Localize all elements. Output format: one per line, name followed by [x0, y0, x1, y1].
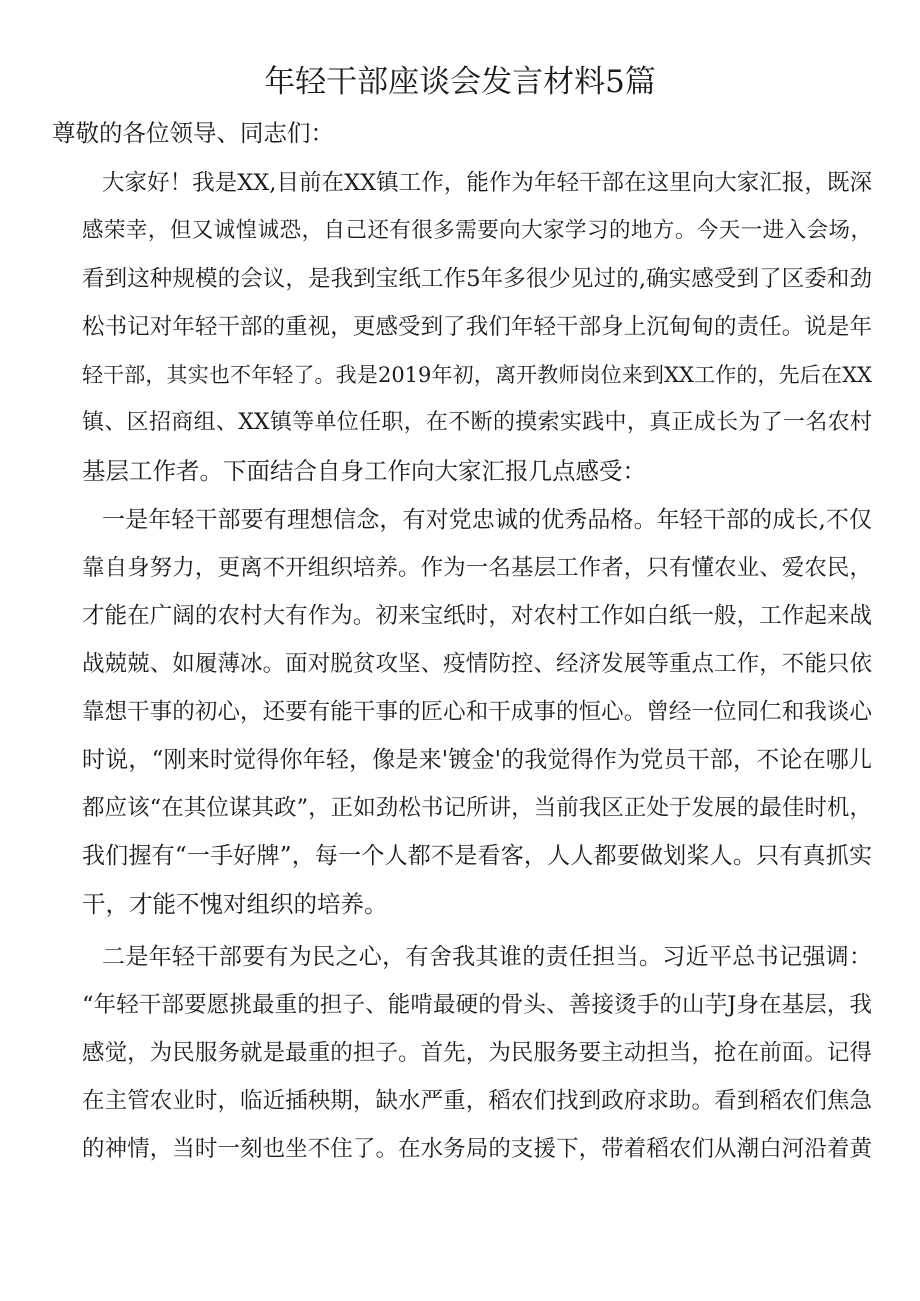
- paragraph-2-line-8: 我们握有“一手好牌”，每一个人都不是看客，人人都要做划桨人。只有真抓实: [82, 843, 872, 869]
- paragraph-2-line-6: 时说，“刚来时觉得你年轻，像是来'镀金'的我觉得作为党员干部，不论在哪儿: [82, 747, 872, 773]
- paragraph-2-line-9: 干，才能不愧对组织的培养。: [82, 890, 388, 918]
- paragraph-1-line-2: 感荣幸，但又诚惶诚恐，自己还有很多需要向大家学习的地方。今天一进入会场，: [82, 218, 872, 243]
- paragraph-2-line-1: 一是年轻干部要有理想信念，有对党忠诚的优秀品格。年轻干部的成长,不仅: [102, 507, 872, 533]
- paragraph-2-line-4: 战兢兢、如履薄冰。面对脱贫攻坚、疫情防控、经济发展等重点工作，不能只依: [82, 651, 872, 677]
- paragraph-3-line-1: 二是年轻干部要有为民之心，有舍我其谁的责任担当。习近平总书记强调：: [102, 944, 872, 970]
- paragraph-1-line-7: 基层工作者。下面结合自身工作向大家汇报几点感受：: [82, 457, 646, 485]
- paragraph-2-line-7: 都应该“在其位谋其政”，正如劲松书记所讲，当前我区正处于发展的最佳时机，: [82, 795, 872, 821]
- paragraph-2-line-2: 靠自身努力，更离不开组织培养。作为一名基层工作者，只有懂农业、爱农民，: [82, 555, 872, 581]
- paragraph-3-line-2: “年轻干部要愿挑最重的担子、能啃最硬的骨头、善接烫手的山芋J身在基层，我: [82, 992, 872, 1018]
- paragraph-1-line-1: 大家好！我是XX,目前在XX镇工作，能作为年轻干部在这里向大家汇报，既深: [102, 170, 872, 196]
- document-title: 年轻干部座谈会发言材料5篇: [264, 64, 656, 100]
- paragraph-1-line-5: 轻干部，其实也不年轻了。我是2019年初，离开教师岗位来到XX工作的，先后在XX: [82, 363, 872, 387]
- salutation: 尊敬的各位领导、同志们：: [52, 119, 334, 147]
- paragraph-2-line-3: 才能在广阔的农村大有作为。初来宝纸时，对农村工作如白纸一般，工作起来战: [82, 603, 872, 629]
- paragraph-1-line-6: 镇、区招商组、XX镇等单位任职，在不断的摸索实践中，真正成长为了一名农村: [82, 410, 872, 435]
- paragraph-3-line-4: 在主管农业时，临近插秧期，缺水严重，稻农们找到政府求助。看到稻农们焦急: [82, 1088, 872, 1114]
- paragraph-3-line-5: 的神情，当时一刻也坐不住了。在水务局的支援下，带着稻农们从潮白河沿着黄: [82, 1136, 872, 1162]
- paragraph-1-line-4: 松书记对年轻干部的重视，更感受到了我们年轻干部身上沉甸甸的责任。说是年: [82, 314, 872, 340]
- paragraph-3-line-3: 感觉，为民服务就是最重的担子。首先，为民服务要主动担当，抢在前面。记得: [82, 1040, 872, 1066]
- paragraph-1-line-3: 看到这种规模的会议，是我到宝纸工作5年多很少见过的,确实感受到了区委和劲: [82, 266, 872, 292]
- paragraph-2-line-5: 靠想干事的初心，还要有能干事的匠心和干成事的恒心。曾经一位同仁和我谈心: [82, 699, 872, 725]
